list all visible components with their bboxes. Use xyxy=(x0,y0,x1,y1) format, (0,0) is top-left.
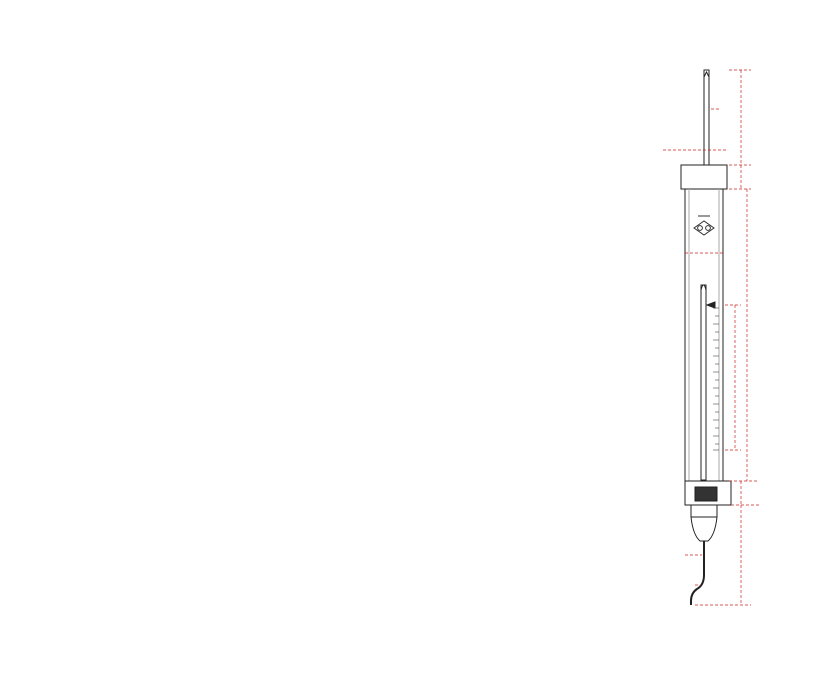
upper-fitting xyxy=(681,165,727,189)
spring-scale-diagram xyxy=(655,65,785,625)
pushing-rod xyxy=(704,70,709,165)
lower-cone xyxy=(691,505,717,541)
inner-rod xyxy=(701,285,706,480)
hook xyxy=(691,575,704,605)
